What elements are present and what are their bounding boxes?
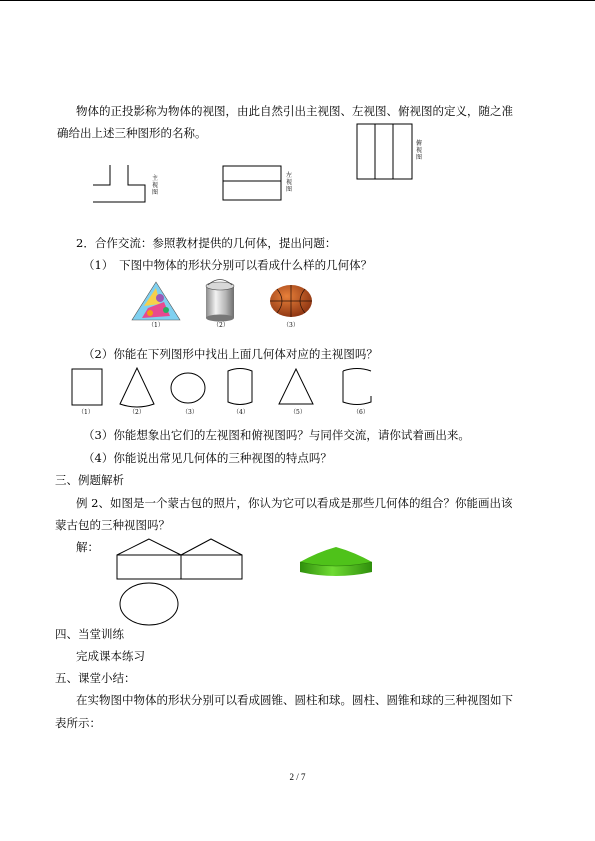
yurt-views xyxy=(116,538,244,628)
shape-triangle xyxy=(279,369,313,404)
section2-heading: 2．合作交流：参照教材提供的几何体，提出问题： xyxy=(76,236,337,250)
shape-caption-2: （2） xyxy=(129,409,145,416)
pyramid-photo xyxy=(130,280,182,322)
shape-caption-4: （4） xyxy=(233,409,249,416)
section4-heading: 四、当堂训练 xyxy=(55,627,124,641)
question-1: （1） 下图中物体的形状分别可以看成什么样的几何体？ xyxy=(83,258,373,272)
shape-row xyxy=(70,366,370,408)
section3-heading: 三、例题解析 xyxy=(55,473,124,487)
page-number: 2 / 7 xyxy=(289,772,306,782)
shape-circle xyxy=(171,373,205,403)
yurt-front-view xyxy=(117,539,181,555)
photo-caption-2: （2） xyxy=(213,322,229,329)
yurt-left-view xyxy=(181,539,242,555)
yurt-photo xyxy=(298,546,374,580)
left-view-figure xyxy=(222,165,284,203)
shape-caption-3: （3） xyxy=(182,409,198,416)
top-view-figure xyxy=(356,123,414,181)
shape-caption-6: （6） xyxy=(353,409,369,416)
question-2: （2）你能在下列图形中找出上面几何体对应的主视图吗？ xyxy=(83,347,378,361)
photo-caption-1: （1） xyxy=(148,322,164,329)
section4-text: 完成课本练习 xyxy=(76,649,145,663)
basketball-photo xyxy=(269,284,313,318)
shape-open-cylinder xyxy=(343,369,371,405)
intro-line-2: 确给出上述三种图形的名称。 xyxy=(57,126,207,140)
example-line-2: 蒙古包的三种视图吗？ xyxy=(55,518,170,532)
top-rule xyxy=(0,0,595,1)
section5-line-1: 在实物图中物体的形状分别可以看成圆锥、圆柱和球。圆柱、圆锥和球的三种视图如下 xyxy=(76,693,513,707)
shape-rectangle xyxy=(72,369,102,405)
example-line-1: 例 2、如图是一个蒙古包的照片，你认为它可以看成是那些几何体的组合？你能画出该 xyxy=(76,496,513,510)
top-view-label: 俯视图 xyxy=(416,140,423,161)
shape-cone xyxy=(120,368,154,407)
shape-caption-1: （1） xyxy=(78,409,94,416)
yurt-top-view xyxy=(120,583,178,625)
front-view-label: 主视图 xyxy=(152,175,159,196)
front-view-figure xyxy=(90,160,150,205)
photo-caption-3: （3） xyxy=(283,322,299,329)
section5-heading: 五、课堂小结： xyxy=(55,671,136,685)
solution-label: 解： xyxy=(76,540,99,554)
section5-line-2: 表所示： xyxy=(55,716,101,730)
shape-cylinder xyxy=(228,369,252,405)
intro-line-1: 物体的正投影称为物体的视图，由此自然引出主视图、左视图、俯视图的定义，随之准 xyxy=(76,104,513,118)
question-4: （4）你能说出常见几何体的三种视图的特点吗？ xyxy=(83,451,332,465)
question-3: （3）你能想象出它们的左视图和俯视图吗？与同伴交流，请你试着画出来。 xyxy=(83,428,470,442)
left-view-label: 左视图 xyxy=(286,172,293,193)
cylinder-can-photo xyxy=(203,280,237,322)
shape-caption-5: （5） xyxy=(290,409,306,416)
